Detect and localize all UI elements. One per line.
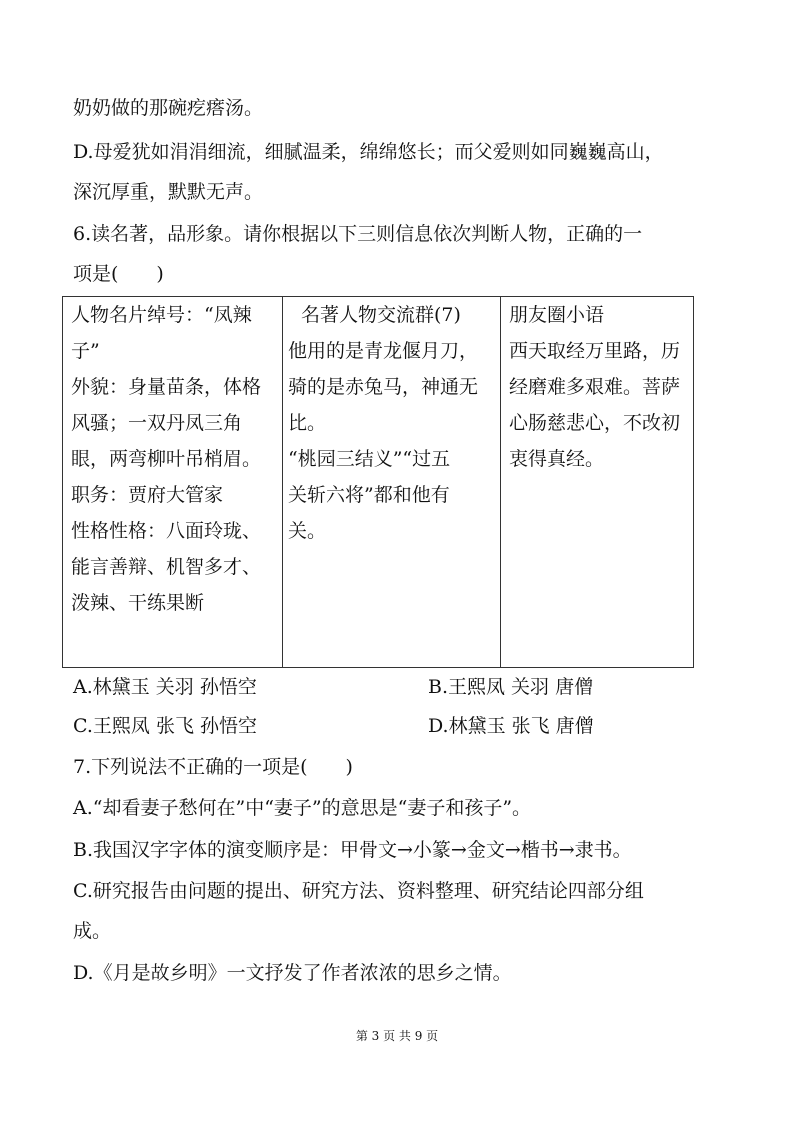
cell-line: 心肠慈悲心，不改初 xyxy=(509,412,681,434)
q6-option-a: A.林黛玉 关羽 孙悟空 xyxy=(73,676,257,698)
q6-option-d: D.林黛玉 张飞 唐僧 xyxy=(428,715,594,737)
page-footer: 第 3 页 共 9 页 xyxy=(355,1029,439,1043)
cell-line: 泼辣、干练果断 xyxy=(71,592,205,614)
cell-line: 能言善辩、机智多才、 xyxy=(71,556,262,578)
question-7-stem: 7.下列说法不正确的一项是( ) xyxy=(73,756,353,778)
q7-option-b: B.我国汉字字体的演变顺序是：甲骨文→小篆→金文→楷书→隶书。 xyxy=(73,839,632,861)
table-cell-moments xyxy=(509,297,689,667)
q7-option-a: A.“却看妻子愁何在”中“妻子”的意思是“妻子和孩子”。 xyxy=(73,797,532,819)
table-cell-name-card xyxy=(71,297,279,667)
cell-line: 性格性格：八面玲珑、 xyxy=(71,520,262,542)
q7-option-c-cont: 成。 xyxy=(73,920,112,942)
cell-line: 职务：贾府大管家 xyxy=(71,484,224,506)
cell-line: 骑的是赤兔马，神通无 xyxy=(288,376,479,398)
cell-line: 朋友圈小语 xyxy=(509,304,605,326)
character-info-table xyxy=(62,296,694,668)
q7-option-d: D.《月是故乡明》一文抒发了作者浓浓的思乡之情。 xyxy=(73,962,512,984)
cell-line: 经磨难多艰难。菩萨 xyxy=(509,376,681,398)
cell-line: 他用的是青龙偃月刀， xyxy=(288,340,479,362)
cell-line: 比。 xyxy=(288,412,327,434)
cell-line: 关斩六将”都和他有 xyxy=(288,484,450,506)
cell-line: 外貌：身量苗条，体格 xyxy=(71,376,262,398)
table-divider xyxy=(282,297,283,667)
text-line: 奶奶做的那碗疙瘩汤。 xyxy=(73,97,264,119)
cell-line: 关。 xyxy=(288,520,327,542)
text-line: 深沉厚重，默默无声。 xyxy=(73,181,264,203)
option-d-line: D.母爱犹如涓涓细流，细腻温柔，绵绵悠长；而父爱则如同巍巍高山， xyxy=(73,141,664,163)
question-6-stem-cont: 项是( ) xyxy=(73,263,164,285)
q7-option-c: C.研究报告由问题的提出、研究方法、资料整理、研究结论四部分组 xyxy=(73,880,644,902)
q6-option-c: C.王熙凤 张飞 孙悟空 xyxy=(73,715,257,737)
cell-line: 人物名片绰号：“凤辣 xyxy=(71,304,252,326)
cell-line: 眼，两弯柳叶吊梢眉。 xyxy=(71,448,262,470)
cell-line: 名著人物交流群(7) xyxy=(301,304,461,326)
table-cell-group-chat xyxy=(288,297,496,667)
q6-option-b: B.王熙凤 关羽 唐僧 xyxy=(428,676,594,698)
table-divider xyxy=(500,297,501,667)
cell-line: 风骚；一双丹凤三角 xyxy=(71,412,243,434)
question-6-stem: 6.读名著，品形象。请你根据以下三则信息依次判断人物，正确的一 xyxy=(73,223,643,245)
cell-line: 衷得真经。 xyxy=(509,448,605,470)
cell-line: 子” xyxy=(71,340,100,362)
cell-line: “桃园三结义”“过五 xyxy=(288,448,451,470)
cell-line: 西天取经万里路，历 xyxy=(509,340,681,362)
